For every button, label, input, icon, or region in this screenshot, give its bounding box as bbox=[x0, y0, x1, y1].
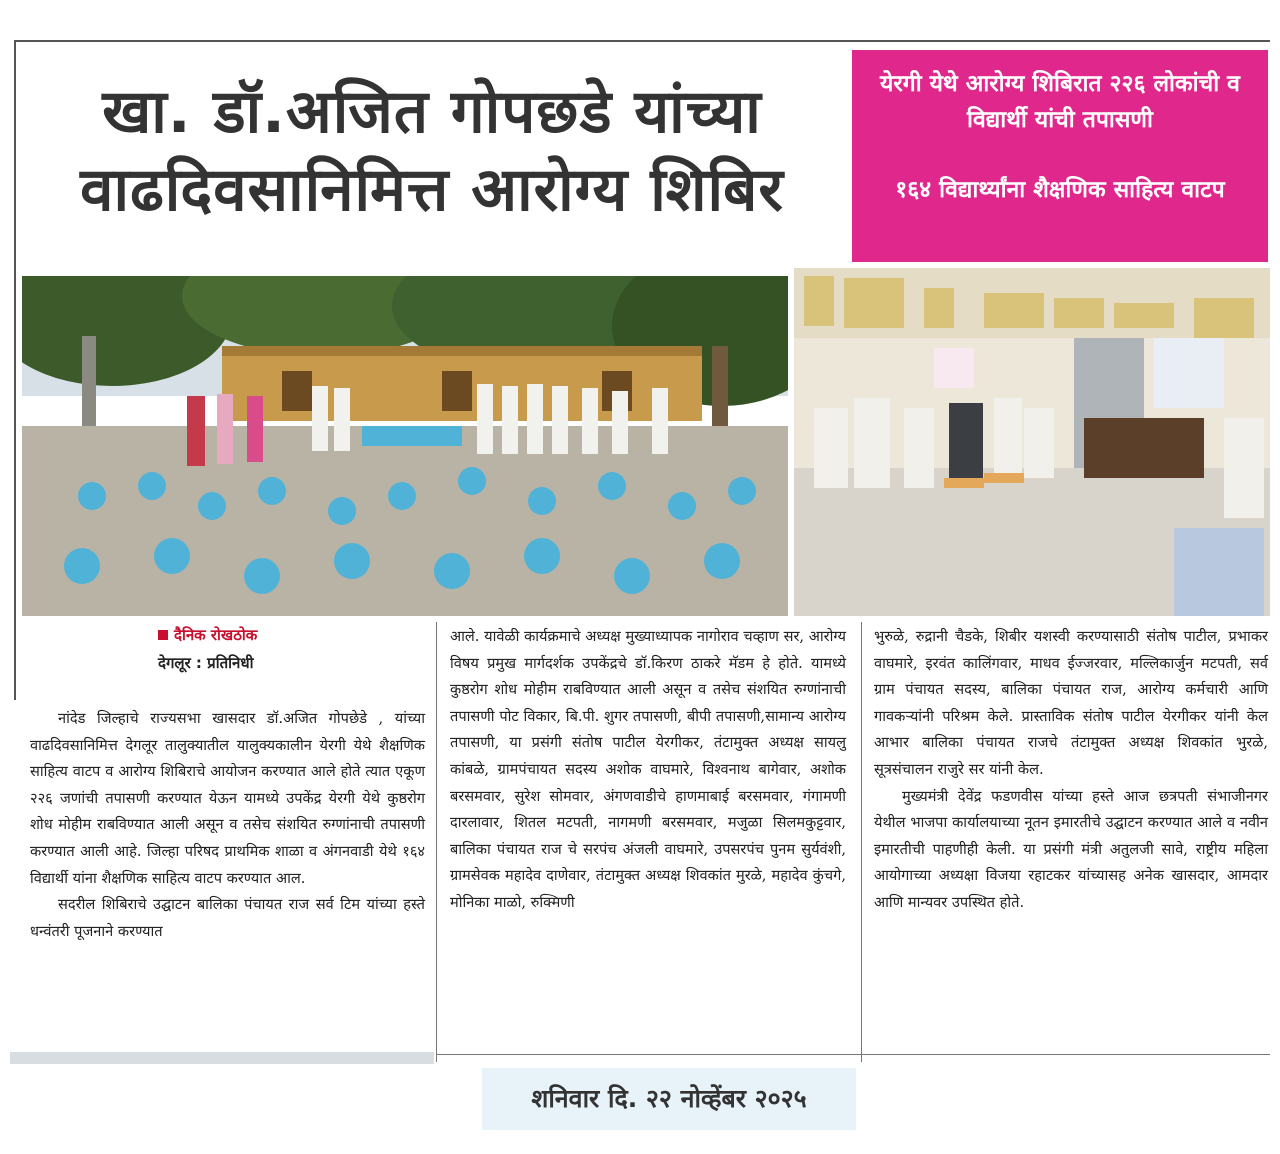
top-rule bbox=[14, 40, 1270, 42]
source-line bbox=[158, 625, 257, 645]
source-name: दैनिक रोखठोक bbox=[174, 626, 258, 644]
headline bbox=[22, 73, 842, 229]
article-column-3 bbox=[874, 624, 1268, 917]
article-paragraph: मुख्यमंत्री देवेंद्र फडणवीस यांच्या हस्ते आज छत्रपती संभाजीनगर येथील भाजपा कार्यालयाच्या नूतन इमारतीचे उद्घाटन करण्यात आले व नवीन इमारतीची पाहणीही केली. या प्रसंगी मंत्री अतुलजी सावे, राष्ट्रीय महिला आयोगाच्या अध्यक्षा विजया रहाटकर यांच्यासह अनेक खासदार, आमदार आणि मान्यवर उपस्थित होते. bbox=[874, 787, 1268, 911]
left-rule bbox=[14, 40, 16, 700]
highlight-box bbox=[852, 50, 1268, 262]
indoor-checkup-photo bbox=[794, 268, 1270, 616]
dateline-place: देगलूर : प्रतिनिधी bbox=[158, 654, 254, 672]
headline-line-1: खा. डॉ.अजित गोपछडे यांच्या bbox=[102, 77, 762, 148]
article-column-1 bbox=[30, 706, 425, 945]
byline bbox=[158, 625, 257, 673]
headline-line-2: वाढदिवसानिमित्त आरोग्य शिबिर bbox=[80, 155, 784, 226]
article-column-2 bbox=[450, 624, 846, 917]
subhead-distribution: १६४ विद्यार्थ्यांना शैक्षणिक साहित्य वाटप bbox=[895, 177, 1225, 203]
article-paragraph: सदरील शिबिराचे उद्घाटन बालिका पंचायत राज सर्व टिम यांच्या हस्ते धन्वंतरी पूजनाने करण्यात bbox=[30, 896, 425, 940]
subhead-checkup: येरगी येथे आरोग्य शिबिरात २२६ लोकांची व विद्यार्थी यांची तपासणी bbox=[880, 71, 1240, 133]
article-paragraph: नांदेड जिल्हाचे राज्यसभा खासदार डॉ.अजित गोपछेडे , यांच्या वाढदिवसानिमित्त देगलूर तालुक्यातील यालुक्यकालीन येरगी येथे शैक्षणिक साहित्य वाटप व आरोग्य शिबिराचे आयोजन करण्यात आले होते त्यात एकूण २२६ जणांची तपासणी करण्यात येऊन यामध्ये उपकेंद्र येरगी येथे कुष्ठरोग शोध मोहीम राबविण्यात आली असून व तसेच संशयित रुग्णांनाची तपासणी करण्यात आली आहे. जिल्हा परिषद प्राथमिक शाळा व अंगनवाडी येथे १६४ विद्यार्थी यांना शैक्षणिक साहित्य वाटप करण्यात आल. bbox=[30, 710, 425, 887]
bottom-rule bbox=[436, 1054, 1270, 1055]
publication-date: शनिवार दि. २२ नोव्हेंबर २०२५ bbox=[482, 1068, 856, 1130]
article-paragraph: आले. यावेळी कार्यक्रमाचे अध्यक्ष मुख्याध्यापक नागोराव चव्हाण सर, आरोग्य विषय प्रमुख मार्गदर्शक उपकेंद्रचे डॉ.किरण ठाकरे मॅडम हे होते. यामध्ये कुष्ठरोग शोध मोहीम राबविण्यात आली असून व तसेच संशयित रुग्णांनाची तपासणी पोट विकार, बि.पी. शुगर तपासणी, बीपी तपासणी,सामान्य आरोग्य तपासणी, या प्रसंगी संतोष पाटील येरगीकर, तंटामुक्त अध्यक्ष सायलु कांबळे, ग्रामपंचायत सदस्य अशोक वाघमारे, विश्वनाथ बागेवार, अशोक बरसमवार, सुरेश सोमवार, अंगणवाडीचे हाणमाबाई बरसमवार, गंगामणी दारलावार, शितल मटपती, नागमणी बरसमवार, मजुळा सिलमकुट्टवार, बालिका पंचायत राज चे सरपंच अंजली वाघमारे, उपसरपंच पुनम सुर्यवंशी, ग्रामसेवक महादेव दाणेवार, तंटामुक्त अध्यक्ष शिवकांत मुरळे, महादेव कुंचगे, मोनिका माळो, रुक्मिणी bbox=[450, 628, 846, 911]
outdoor-camp-photo bbox=[22, 276, 788, 616]
column-divider bbox=[436, 622, 437, 1062]
source-marker-square bbox=[158, 630, 168, 640]
column-divider bbox=[861, 622, 862, 1062]
article-paragraph: भुरुळे, रुद्रानी चैडके, शिबीर यशस्वी करण्यासाठी संतोष पाटील, प्रभाकर वाघमारे, इरवंत कालिंगवार, माधव ईज्जरवार, मल्लिकार्जुन मटपती, सर्व ग्राम पंचायत सदस्य, बालिका पंचायत राज, आरोग्य कर्मचारी आणि गावकऱ्यांनी परिश्रम केले. प्रास्ताविक संतोष पाटील येरगीकर यांनी केल आभार बालिका पंचायत राजचे तंटामुक्त अध्यक्ष शिवकांत भुरळे, सूत्रसंचालन राजुरे सर यांनी केल. bbox=[874, 628, 1268, 778]
bottom-strip bbox=[10, 1052, 434, 1064]
